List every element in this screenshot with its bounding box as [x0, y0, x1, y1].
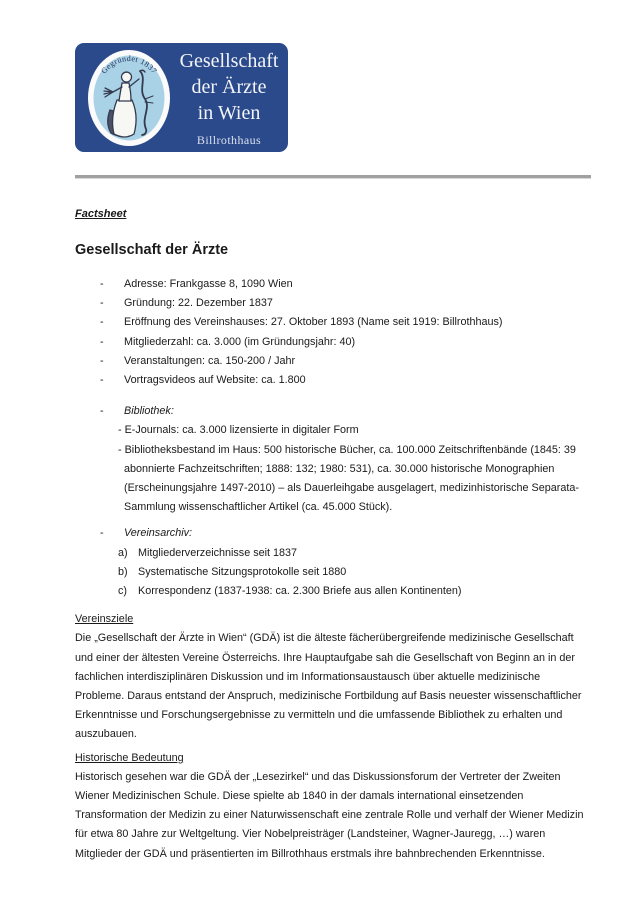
bibliothek-label-row [75, 402, 613, 421]
fact-text: Adresse: Frankgasse 8, 1090 Wien [124, 278, 293, 290]
fact-item [75, 333, 613, 352]
bibliothek-line: abonnierte Fachzeitschriften; 1888: 132; 1980: 531), ca. 30.000 historische Monographien [124, 462, 555, 475]
bullet-dash: - [100, 297, 104, 310]
page-title: Gesellschaft der Ärzte [75, 242, 229, 258]
archive-item-marker: b) [118, 565, 128, 578]
paragraph-line: auszubauen. [75, 728, 137, 741]
fact-text: Vortragsvideos auf Website: ca. 1.800 [124, 374, 306, 387]
doc-type-label: Factsheet [75, 208, 127, 220]
fact-item [75, 352, 613, 371]
archive-item [75, 582, 613, 601]
fact-item [75, 313, 613, 332]
bibliothek-block [75, 402, 613, 517]
logo-subtitle: Billrothhaus [196, 132, 262, 147]
logo-text [170, 48, 288, 148]
vereinsarchiv-label: Vereinsarchiv: [124, 527, 193, 540]
section-heading: Historische Bedeutung [75, 751, 184, 764]
archive-item [75, 563, 613, 582]
logo-org-name-line3: in Wien [197, 101, 261, 124]
archive-item-text: Systematische Sitzungsprotokolle seit 1880 [138, 565, 347, 578]
logo-emblem-icon [88, 50, 170, 146]
archive-item [75, 544, 613, 563]
section-vereinsziele [75, 610, 613, 744]
paragraph-line: fachlichen interdisziplinären Diskussion und im Informationsaustausch über aktuelle medizinische [75, 670, 541, 683]
section-heading: Vereinsziele [75, 613, 134, 626]
fact-text: Gründung: 22. Dezember 1837 [124, 297, 273, 310]
bibliothek-line: - E-Journals: ca. 3.000 lizensierte in digitaler Form [118, 424, 359, 437]
bullet-dash: - [100, 527, 104, 540]
archive-item-marker: c) [118, 585, 127, 598]
bibliothek-label: Bibliothek: [124, 405, 174, 418]
section-historische-bedeutung [75, 749, 613, 864]
bullet-dash: - [100, 316, 104, 329]
paragraph-line: Transformation der Medizin zu einer Naturwissenschaft eine zentrale Rolle und verhalf der Wiener Medizin [75, 809, 584, 822]
vereinsarchiv-block [75, 524, 613, 601]
archive-item-text: Korrespondenz (1837-1938: ca. 2.300 Briefe aus allen Kontinenten) [138, 585, 462, 598]
paragraph-line: Mitglieder der GDÄ und präsentierten im Billrothhaus erstmals ihre bahnbrechenden Erkenntnisse. [75, 847, 545, 860]
bullet-dash: - [100, 374, 104, 387]
fact-item [75, 371, 613, 390]
paragraph-line: für etwa 80 Jahre zur Weltgeltung. Vier Nobelpreisträger (Landsteiner, Wagner-Jauregg, …) waren [75, 828, 546, 841]
bullet-dash: - [100, 278, 104, 290]
fact-text: Mitgliederzahl: ca. 3.000 (im Gründungsjahr: 40) [124, 335, 356, 348]
paragraph-line: Wiener Medizinischen Schule. Diese spielte ab 1840 in der damals international einsetzenden [75, 790, 524, 803]
fact-text: Eröffnung des Vereinshauses: 27. Oktober 1893 (Name seit 1919: Billrothhaus) [124, 316, 503, 329]
bullet-dash: - [100, 405, 104, 418]
logo-org-name-line2: der Ärzte [191, 75, 267, 98]
bibliothek-line: Sammlung wissenschaftlicher Artikel (ca. 45.000 Stück). [124, 501, 393, 514]
logo-org-name-line1: Gesellschaft [179, 49, 279, 72]
paragraph-line: Probleme. Daraus entstand der Anspruch, medizinische Fortbildung auf Basis neuester wissenschaftlicher [75, 690, 582, 703]
fact-item [75, 294, 613, 313]
bullet-dash: - [100, 335, 104, 348]
org-logo [75, 43, 288, 152]
archive-item-text: Mitgliederverzeichnisse seit 1837 [138, 546, 298, 559]
emblem-founded-text: Gegründet 1837 [99, 53, 159, 75]
paragraph-line: Historisch gesehen war die GDÄ der „Lesezirkel“ und das Diskussionsforum der Vertreter der Zweiten [75, 770, 561, 783]
fact-text: Veranstaltungen: ca. 150-200 / Jahr [124, 354, 296, 367]
facts-list [75, 275, 613, 390]
fact-item [75, 275, 613, 294]
paragraph-line: und einer der ältesten Vereine Österreichs. Ihre Hauptaufgabe sah die Gesellschaft von Beginn an in der [75, 651, 575, 664]
archive-item-marker: a) [118, 546, 128, 559]
bullet-dash: - [100, 354, 104, 367]
horizontal-rule [75, 175, 591, 179]
bibliothek-line: (Erscheinungsjahre 1497-2010) – als Dauerleihgabe ausgelagert, medizinhistorische Separata- [124, 482, 579, 495]
paragraph-line: Die „Gesellschaft der Ärzte in Wien“ (GDÄ) ist die älteste fächerübergreifende medizinische Gesellschaft [75, 632, 574, 645]
bibliothek-line: - Bibliotheksbestand im Haus: 500 historische Bücher, ca. 100.000 Zeitschriftenbände (1845: 39 [118, 443, 576, 456]
vereinsarchiv-label-row [75, 524, 613, 543]
paragraph-line: Erkenntnisse und Forschungsergebnisse zu vermitteln und die umfassende Bibliothek zu erhalten und [75, 709, 563, 722]
